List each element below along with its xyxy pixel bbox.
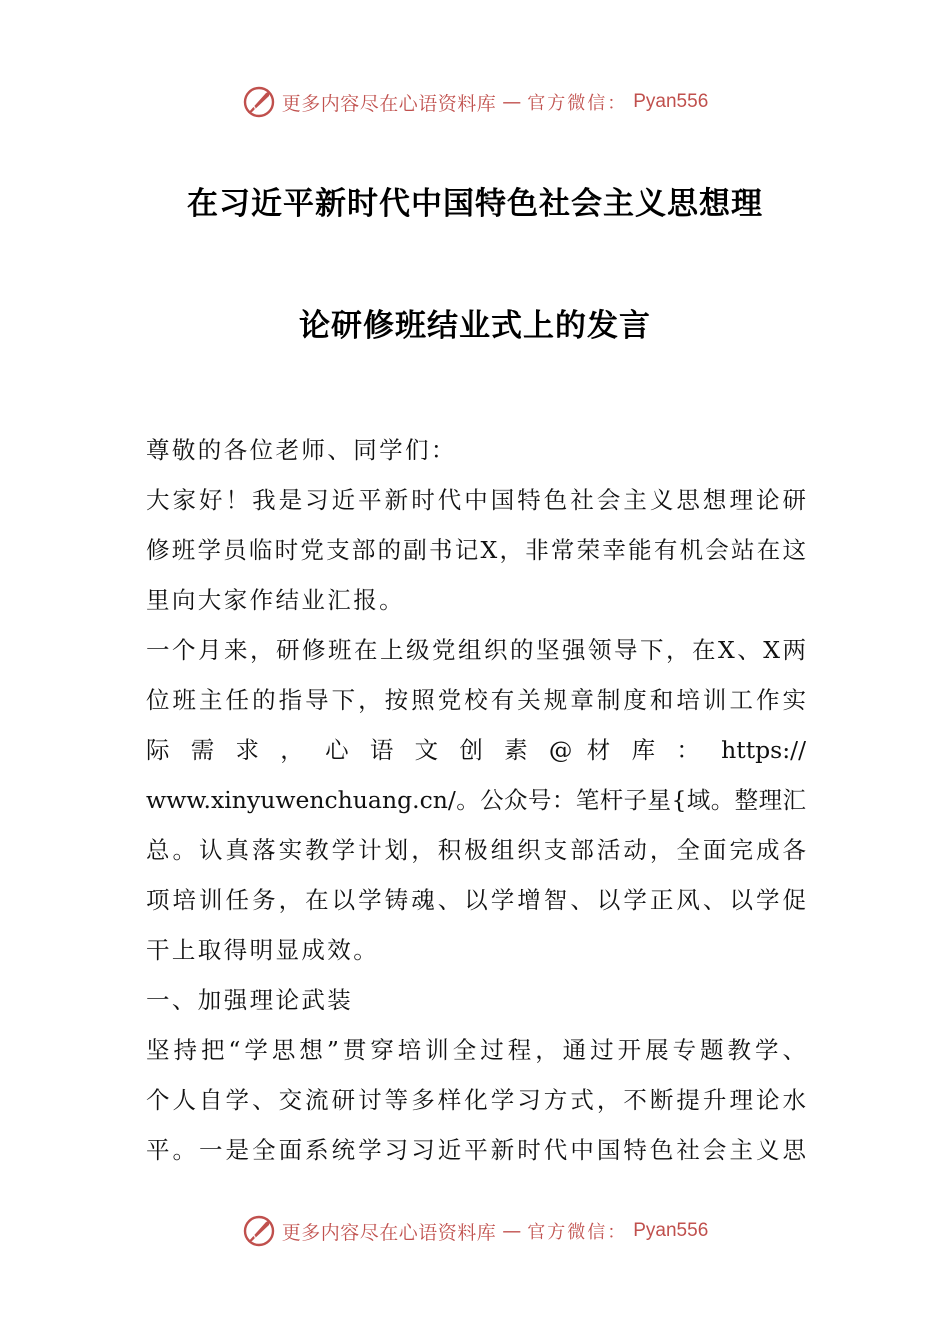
body-line: 里向大家作结业汇报。	[146, 586, 405, 614]
watermark-brand-text: 更多内容尽在心语资料库	[281, 92, 497, 115]
document-title-line-1: 在习近平新时代中国特色社会主义思想理	[187, 186, 763, 222]
body-line: 干上取得明显成效。	[146, 936, 380, 964]
body-line: 修班学员临时党支部的副书记X，非常荣幸能有机会站在这	[146, 536, 806, 564]
watermark-separator: —	[502, 1220, 522, 1242]
body-line: 个人自学、交流研讨等多样化学习方式，不断提升理论水	[146, 1086, 806, 1114]
body-line: 大家好！我是习近平新时代中国特色社会主义思想理论研	[146, 486, 806, 514]
body-line: 位班主任的指导下，按照党校有关规章制度和培训工作实	[146, 686, 806, 714]
section-heading: 一、加强理论武装	[146, 986, 354, 1014]
watermark-wechat-label: 官方微信：	[527, 93, 628, 114]
body-line: 坚持把“学思想”贯穿培训全过程，通过开展专题教学、	[146, 1036, 806, 1064]
body-line: www.xinyuwenchuang.cn/。公众号：笔杆子星{域。整理汇	[146, 786, 806, 814]
document-title-line-2: 论研修班结业式上的发言	[299, 308, 651, 344]
footer-watermark-banner	[0, 1211, 950, 1251]
body-line: 平。一是全面系统学习习近平新时代中国特色社会主义思	[146, 1136, 806, 1164]
document-body	[146, 432, 806, 1182]
watermark-wechat-label: 官方微信：	[527, 1222, 628, 1243]
body-line: 项培训任务，在以学铸魂、以学增智、以学正风、以学促	[146, 886, 806, 914]
quill-pen-logo-icon	[242, 1214, 276, 1248]
watermark-wechat-id: Pyan556	[633, 1220, 709, 1241]
body-line: 总。认真落实教学计划，积极组织支部活动，全面完成各	[146, 836, 806, 864]
watermark-brand-text: 更多内容尽在心语资料库	[281, 1221, 497, 1244]
body-line: 一个月来，研修班在上级党组织的坚强领导下，在X、X两	[146, 636, 806, 664]
watermark-wechat-id: Pyan556	[633, 91, 709, 112]
quill-pen-logo-icon	[242, 85, 276, 119]
salutation-line: 尊敬的各位老师、同学们：	[146, 436, 457, 464]
watermark-separator: —	[502, 91, 522, 113]
header-watermark-banner	[0, 82, 950, 122]
body-line: 际 需 求 ， 心 语 文 创 素 @ 材 库 ： https://	[146, 736, 806, 764]
